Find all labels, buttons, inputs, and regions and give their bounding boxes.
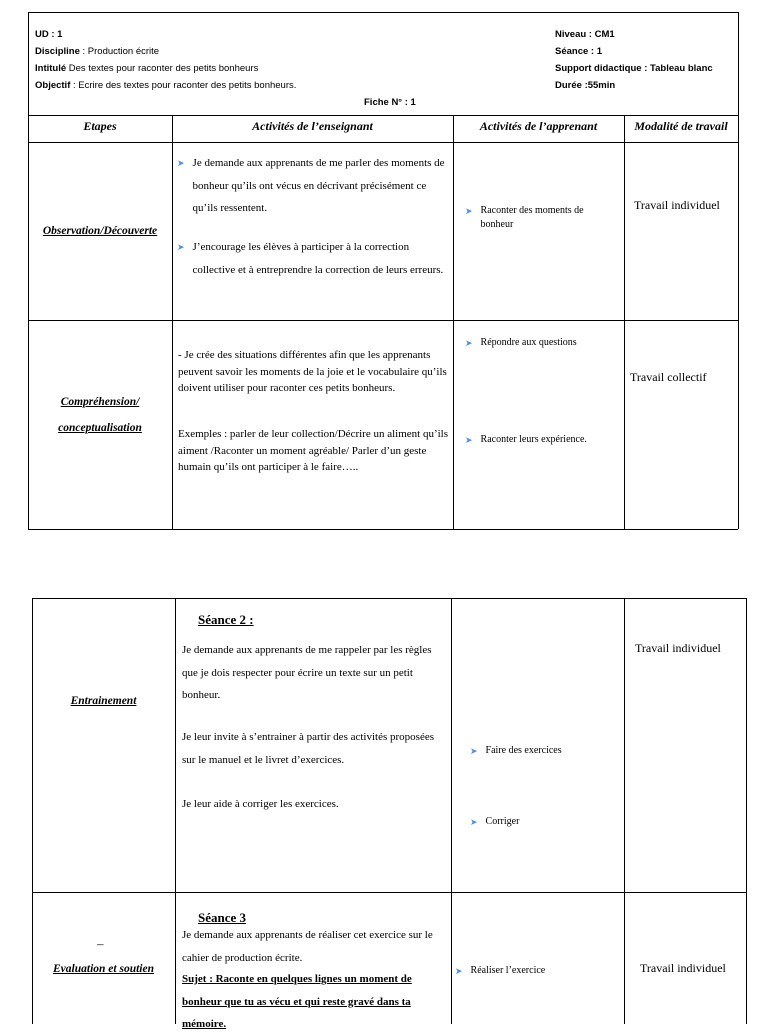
modalite-1: Travail individuel <box>634 198 720 212</box>
teacher-activity-2b: Exemples : parler de leur collection/Décrire un aliment qu’ils aiment /Raconter un moment agréable/ Parler d’un geste humain qu’ils ont participer à le faire….. <box>178 428 449 473</box>
seance-3-title: Séance 3 <box>198 910 247 925</box>
learner-activity-3b: ➤ Corriger <box>470 816 520 827</box>
header-right <box>555 26 735 94</box>
teacher-activity-1b: ➤ J’encourage les élèves à participer à la correction collective et à entreprendre la correction de leurs erreurs. <box>177 236 453 281</box>
discipline-line: Discipline : Production écrite <box>35 46 160 57</box>
teacher-activity-2a: - Je crée des situations différentes afin que les apprenants peuvent savoir les moments de la joie et le vocabulaire qu’ils doivent utiliser pour raconter ces petits bonheurs. <box>178 349 447 394</box>
modalite-3: Travail individuel <box>635 641 721 655</box>
arrow-bullet-icon: ➤ <box>177 242 185 252</box>
col-header-modalite: Modalité de travail <box>634 119 728 133</box>
ud-line: UD : 1 <box>35 29 63 40</box>
stage-comprehension: Compréhension/ conceptualisation <box>58 396 142 434</box>
modalite-2: Travail collectif <box>630 370 707 384</box>
seance-2-title: Séance 2 : <box>198 612 254 627</box>
stage-entrainement: Entrainement <box>70 695 137 707</box>
duree-line: Durée :55min <box>555 80 616 91</box>
arrow-bullet-icon: ➤ <box>470 746 478 756</box>
stage-observation: Observation/Découverte <box>42 225 158 237</box>
teacher-activity-3a: Je demande aux apprenants de me rappeler par les règles que je dois respecter pour écrire un texte sur un petit bonheur. <box>182 644 432 701</box>
learner-activity-3a: ➤ Faire des exercices <box>470 745 562 756</box>
learner-activity-2b: ➤ Raconter leurs expérience. <box>465 434 587 445</box>
niveau-line: Niveau : CM1 <box>555 29 615 40</box>
modalite-4: Travail individuel <box>640 961 726 975</box>
col-header-enseignant: Activités de l’enseignant <box>252 119 373 133</box>
teacher-activity-4a: Je demande aux apprenants de réaliser cet exercice sur le cahier de production écrite. <box>182 929 433 964</box>
sujet-text: Sujet : Raconte en quelques lignes un moment de bonheur que tu as vécu et qui reste gravé dans ta mémoire. <box>182 973 412 1030</box>
learner-activity-4: ➤ Réaliser l’exercice <box>455 965 546 976</box>
arrow-bullet-icon: ➤ <box>455 966 463 976</box>
col-header-etapes: Etapes <box>83 119 117 133</box>
objectif-line: Objectif : Ecrire des textes pour raconter des petits bonheurs. <box>35 80 297 91</box>
arrow-bullet-icon: ➤ <box>465 338 473 348</box>
intitule-line: Intitulé Des textes pour raconter des petits bonheurs <box>35 63 259 74</box>
seance-line: Séance : 1 <box>555 46 602 57</box>
header-left <box>35 26 435 94</box>
arrow-bullet-icon: ➤ <box>465 206 473 216</box>
dash-mark: – <box>97 936 104 951</box>
fiche-number: Fiche N° : 1 <box>364 97 416 108</box>
arrow-bullet-icon: ➤ <box>177 158 185 168</box>
teacher-activity-3c: Je leur aide à corriger les exercices. <box>182 798 339 810</box>
stage-evaluation: Evaluation et soutien <box>53 963 154 975</box>
col-header-apprenant: Activités de l’apprenant <box>479 119 598 133</box>
support-line: Support didactique : Tableau blanc <box>555 63 713 74</box>
learner-activity-2a: ➤ Répondre aux questions <box>465 337 577 348</box>
teacher-activity-3b: Je leur invite à s’entrainer à partir des activités proposées sur le manuel et le livret d’exercices. <box>182 731 434 766</box>
learner-activity-1: ➤ Raconter des moments de bonheur <box>465 205 584 230</box>
arrow-bullet-icon: ➤ <box>470 817 478 827</box>
teacher-activity-1a: ➤ Je demande aux apprenants de me parler des moments de bonheur qu’ils ont vécus en décrivant précisément ce qu’ils ressentent. <box>177 152 453 220</box>
arrow-bullet-icon: ➤ <box>465 435 473 445</box>
